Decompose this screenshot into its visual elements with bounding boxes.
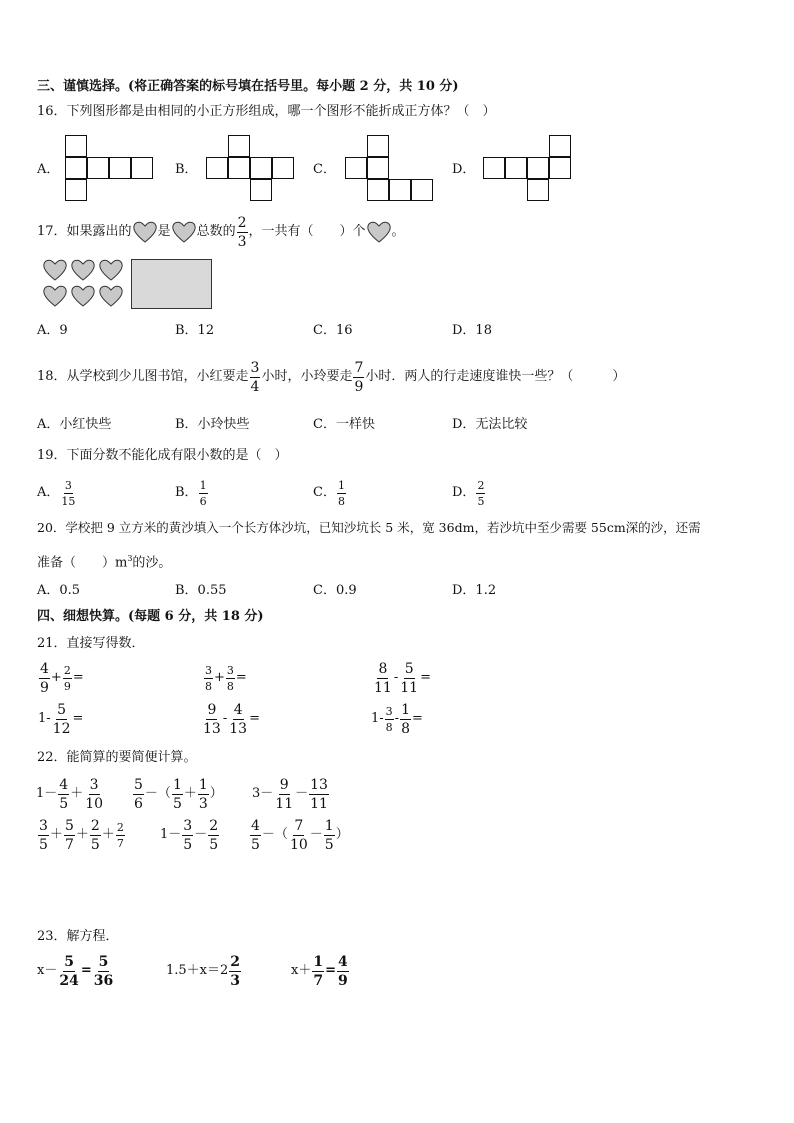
question-21-text: 21．直接写得数． bbox=[37, 636, 145, 651]
numerator: 5 bbox=[404, 660, 414, 677]
numerator: 3 bbox=[205, 663, 212, 677]
denominator: 7 bbox=[313, 972, 324, 989]
denominator: 5 bbox=[209, 836, 219, 853]
fraction bbox=[274, 778, 294, 811]
numerator: 1 bbox=[401, 701, 410, 718]
denominator: 9 bbox=[354, 378, 364, 395]
denominator: 5 bbox=[183, 836, 193, 853]
prefix: 1－ bbox=[160, 827, 182, 842]
q22-expr-b bbox=[132, 774, 223, 814]
q21-expr-6 bbox=[371, 700, 423, 738]
q20-option-b[interactable]: B．0.55 bbox=[175, 583, 227, 598]
denominator: 8 bbox=[385, 720, 393, 734]
equals-sign: = bbox=[80, 963, 92, 978]
denominator: 5 bbox=[39, 836, 48, 853]
q17-hearts-group bbox=[42, 258, 126, 310]
q18-option-d[interactable]: D．无法比较 bbox=[452, 417, 528, 432]
denominator: 5 bbox=[90, 836, 100, 853]
numerator: 9 bbox=[207, 701, 217, 718]
denominator: 11 bbox=[374, 679, 392, 696]
prefix: x＋ bbox=[291, 963, 312, 978]
q21-expr-5 bbox=[201, 700, 260, 738]
operator: + bbox=[50, 670, 62, 685]
prefix: 1- bbox=[371, 711, 384, 726]
q18-text-1: 18．从学校到少儿图书馆，小红要走 bbox=[37, 369, 249, 384]
q22-expr-f bbox=[249, 815, 349, 855]
fraction bbox=[52, 703, 72, 736]
numerator: 13 bbox=[310, 776, 328, 793]
q16-option-d-label: D． bbox=[452, 162, 476, 177]
fraction bbox=[228, 703, 248, 736]
numerator: 1 bbox=[313, 953, 324, 970]
fraction bbox=[400, 703, 411, 736]
numerator: 7 bbox=[294, 817, 304, 834]
numerator: 2 bbox=[63, 663, 71, 677]
option-label: A． bbox=[37, 485, 60, 500]
q17-option-a[interactable]: A．9 bbox=[37, 323, 68, 338]
q16-option-a-label: A． bbox=[37, 162, 60, 177]
denominator: 24 bbox=[59, 972, 79, 989]
denominator: 5 bbox=[324, 836, 334, 853]
fraction bbox=[373, 662, 393, 695]
operator: ＋ bbox=[101, 827, 115, 842]
fraction bbox=[64, 819, 75, 852]
q18-option-c[interactable]: C．一样快 bbox=[313, 417, 375, 432]
denominator: 13 bbox=[229, 720, 248, 737]
numerator: 1 bbox=[324, 817, 334, 834]
denominator: 5 bbox=[172, 795, 182, 812]
equals-sign: = bbox=[325, 963, 336, 978]
fraction bbox=[172, 778, 183, 811]
operator: － bbox=[309, 827, 323, 842]
q16-option-c-label: C． bbox=[313, 162, 336, 177]
fraction bbox=[58, 778, 69, 811]
option-label: C． bbox=[313, 485, 336, 500]
prefix: 1- bbox=[38, 711, 51, 726]
operator: －（ bbox=[144, 786, 171, 801]
option-fraction bbox=[199, 480, 208, 507]
denominator: 7 bbox=[116, 836, 124, 850]
fraction bbox=[38, 819, 49, 852]
denominator: 5 bbox=[251, 836, 260, 853]
denominator: 36 bbox=[93, 972, 114, 989]
section-3-title: 三、谨慎选择。(将正确答案的标号填在括号里。每小题 2 分，共 10 分) bbox=[37, 79, 459, 94]
operator: - bbox=[393, 670, 399, 685]
operator: + bbox=[214, 670, 225, 685]
denominator: 10 bbox=[85, 795, 104, 812]
numerator: 1 bbox=[172, 776, 182, 793]
q19-option-a[interactable] bbox=[37, 476, 77, 510]
q17-option-b[interactable]: B．12 bbox=[175, 323, 215, 338]
fraction bbox=[39, 662, 50, 695]
numerator: 4 bbox=[40, 660, 49, 677]
fraction bbox=[337, 955, 349, 988]
q22-expr-a bbox=[36, 774, 105, 814]
numerator: 2 bbox=[90, 817, 100, 834]
question-18-text bbox=[37, 356, 625, 398]
question-19-text: 19．下面分数不能化成有限小数的是（ ） bbox=[37, 448, 288, 463]
prefix: x－ bbox=[37, 963, 58, 978]
equals-sign: = bbox=[72, 670, 84, 685]
operator: － bbox=[194, 827, 208, 842]
denominator: 3 bbox=[198, 795, 208, 812]
numerator: 3 bbox=[39, 817, 48, 834]
q21-expr-3 bbox=[372, 659, 431, 697]
q22-expr-c bbox=[252, 774, 330, 814]
fraction bbox=[202, 703, 222, 736]
fraction bbox=[309, 778, 329, 811]
numerator: 4 bbox=[59, 776, 69, 793]
heart-icon bbox=[132, 220, 158, 244]
q17-text-5: 。 bbox=[391, 224, 405, 239]
q18-option-b[interactable]: B．小玲快些 bbox=[175, 417, 250, 432]
equals-sign: = bbox=[420, 670, 431, 685]
q21-expr-4 bbox=[38, 700, 83, 738]
heart-icon bbox=[366, 220, 392, 244]
option-fraction bbox=[60, 480, 76, 507]
operator: ＋ bbox=[183, 786, 197, 801]
denominator: 5 bbox=[477, 494, 485, 508]
close-paren: ） bbox=[209, 786, 223, 801]
denominator: 3 bbox=[230, 972, 241, 989]
denominator: 7 bbox=[64, 836, 74, 853]
numerator: 2 bbox=[237, 214, 247, 231]
q16-option-b-label: B． bbox=[175, 162, 198, 177]
numerator: 5 bbox=[64, 817, 74, 834]
numerator: 2 bbox=[477, 478, 485, 492]
denominator: 8 bbox=[205, 679, 212, 693]
fraction bbox=[90, 819, 101, 852]
denominator: 11 bbox=[310, 795, 328, 812]
q19-option-b[interactable] bbox=[175, 476, 209, 510]
fraction bbox=[289, 819, 309, 852]
question-17-text bbox=[37, 212, 405, 252]
q23-equation-2 bbox=[166, 950, 242, 992]
denominator: 6 bbox=[199, 494, 207, 508]
fraction bbox=[208, 819, 219, 852]
numerator: 1 bbox=[198, 776, 208, 793]
numerator: 2 bbox=[230, 953, 241, 970]
fraction bbox=[93, 955, 114, 988]
numerator: 5 bbox=[134, 776, 143, 793]
fraction bbox=[385, 706, 394, 733]
question-16-text: 16．下列图形都是由相同的小正方形组成，哪一个图形不能折成正方体？（ ） bbox=[37, 104, 496, 119]
numerator: 8 bbox=[378, 660, 388, 677]
fraction bbox=[229, 955, 241, 988]
numerator: 5 bbox=[64, 953, 74, 970]
q21-expr-1 bbox=[38, 659, 84, 697]
denominator: 11 bbox=[275, 795, 294, 812]
numerator: 1 bbox=[337, 478, 345, 492]
numerator: 4 bbox=[251, 817, 260, 834]
q17-option-d[interactable]: D．18 bbox=[452, 323, 492, 338]
q22-expr-d bbox=[37, 815, 126, 855]
q23-equation-1 bbox=[37, 950, 115, 992]
heart-icon bbox=[42, 258, 126, 310]
denominator: 9 bbox=[63, 679, 71, 693]
operator: ＋ bbox=[49, 827, 63, 842]
covered-area-box bbox=[131, 259, 212, 309]
fraction bbox=[250, 819, 261, 852]
denominator: 9 bbox=[338, 972, 348, 989]
q17-fraction bbox=[237, 216, 248, 249]
fraction bbox=[226, 665, 235, 692]
option-label: B． bbox=[175, 485, 198, 500]
q20-option-d[interactable]: D．1.2 bbox=[452, 583, 497, 598]
numerator: 5 bbox=[57, 701, 67, 718]
q18-text-3: 小时．两人的行走速度谁快一些？（ ） bbox=[365, 369, 626, 384]
q23-equation-3 bbox=[291, 950, 350, 992]
denominator: 5 bbox=[59, 795, 69, 812]
fraction bbox=[58, 955, 79, 988]
fraction bbox=[133, 778, 144, 811]
denominator: 8 bbox=[337, 494, 345, 508]
operator: －（ bbox=[261, 827, 288, 842]
q17-option-c[interactable]: C．16 bbox=[313, 323, 353, 338]
denominator: 8 bbox=[401, 720, 410, 737]
option-fraction bbox=[476, 480, 485, 507]
q18-fraction-2 bbox=[353, 361, 364, 394]
q18-text-2: 小时，小玲要走 bbox=[261, 369, 353, 384]
option-label: D． bbox=[452, 485, 476, 500]
operator: － bbox=[295, 786, 309, 801]
equals-sign: = bbox=[235, 670, 247, 685]
q17-text-3: 总数的 bbox=[196, 224, 236, 239]
numerator: 1 bbox=[199, 478, 207, 492]
q20-line-2-text: 准备（ ）m bbox=[37, 555, 128, 571]
fraction bbox=[84, 778, 104, 811]
numerator: 3 bbox=[64, 478, 72, 492]
section-4-title: 四、细想快算。(每题 6 分，共 18 分) bbox=[37, 609, 264, 624]
denominator: 15 bbox=[61, 494, 76, 508]
question-23-text: 23．解方程． bbox=[37, 929, 119, 944]
fraction bbox=[324, 819, 335, 852]
q20-superscript: 3 bbox=[127, 554, 133, 563]
fraction bbox=[116, 822, 125, 849]
q22-expr-e bbox=[160, 815, 220, 855]
numerator: 5 bbox=[98, 953, 109, 970]
numerator: 3 bbox=[89, 776, 99, 793]
operator: - bbox=[222, 711, 228, 726]
numerator: 3 bbox=[226, 663, 234, 677]
q18-option-a[interactable]: A．小红快些 bbox=[37, 417, 112, 432]
q17-text-4: ，一共有（ ）个 bbox=[248, 224, 366, 239]
numerator: 2 bbox=[209, 817, 219, 834]
denominator: 12 bbox=[52, 720, 71, 737]
numerator: 3 bbox=[385, 704, 393, 718]
q20-line-2-end: 的沙。 bbox=[132, 555, 172, 571]
denominator: 9 bbox=[40, 679, 49, 696]
denominator: 4 bbox=[250, 378, 260, 395]
numerator: 7 bbox=[354, 359, 364, 376]
operator: ＋ bbox=[70, 786, 84, 801]
numerator: 2 bbox=[116, 820, 124, 834]
q21-expr-2 bbox=[203, 659, 247, 697]
q20-option-c[interactable]: C．0.9 bbox=[313, 583, 357, 598]
prefix: 1.5＋x＝2 bbox=[166, 963, 229, 978]
operator: ＋ bbox=[75, 827, 89, 842]
denominator: 3 bbox=[237, 233, 247, 250]
denominator: 10 bbox=[289, 836, 308, 853]
heart-icon bbox=[171, 220, 197, 244]
numerator: 3 bbox=[250, 359, 260, 376]
prefix: 3－ bbox=[252, 786, 274, 801]
q19-option-c[interactable] bbox=[313, 476, 347, 510]
fraction bbox=[182, 819, 193, 852]
numerator: 9 bbox=[279, 776, 289, 793]
fraction bbox=[204, 665, 213, 692]
option-fraction bbox=[337, 480, 346, 507]
q17-text-1: 17．如果露出的 bbox=[37, 224, 132, 239]
close-paren: ） bbox=[335, 827, 349, 842]
equals-sign: = bbox=[72, 711, 84, 726]
q20-option-a[interactable]: A．0.5 bbox=[37, 583, 81, 598]
denominator: 6 bbox=[134, 795, 143, 812]
equals-sign: = bbox=[412, 711, 423, 726]
fraction bbox=[399, 662, 419, 695]
operator: - bbox=[394, 711, 400, 726]
equals-sign: = bbox=[249, 711, 260, 726]
fraction bbox=[63, 665, 72, 692]
question-22-text: 22．能简算的要简便计算。 bbox=[37, 750, 197, 765]
fraction bbox=[198, 778, 209, 811]
question-20-line-1: 20．学校把 9 立方米的黄沙填入一个长方体沙坑，已知沙坑长 5 米，宽 36dm，若沙坑中至少需要 55cm深的沙，还需 bbox=[37, 520, 701, 535]
q18-fraction-1 bbox=[250, 361, 261, 394]
denominator: 13 bbox=[203, 720, 221, 737]
denominator: 11 bbox=[400, 679, 419, 696]
prefix: 1－ bbox=[36, 786, 58, 801]
fraction bbox=[312, 955, 324, 988]
q19-option-d[interactable] bbox=[452, 476, 486, 510]
numerator: 3 bbox=[183, 817, 193, 834]
numerator: 4 bbox=[338, 953, 348, 970]
question-20-line-2 bbox=[37, 551, 171, 571]
denominator: 8 bbox=[226, 679, 234, 693]
numerator: 4 bbox=[233, 701, 243, 718]
q17-text-2: 是 bbox=[157, 224, 171, 239]
